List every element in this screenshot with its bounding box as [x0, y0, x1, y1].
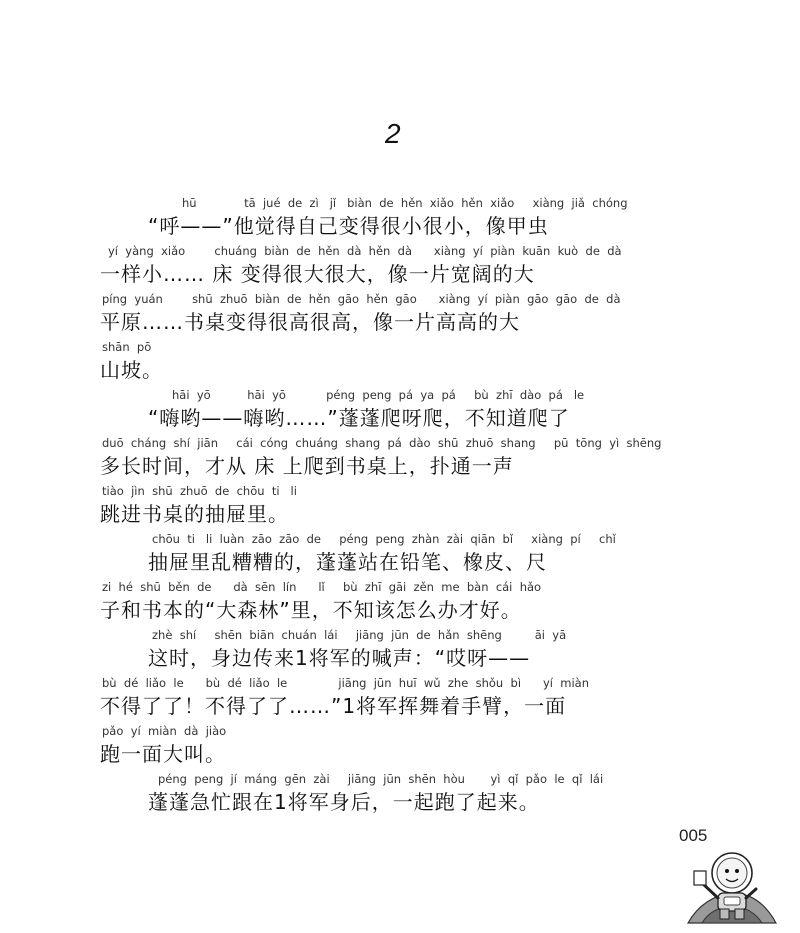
pinyin-row: péng peng jí máng gēn zài jiāng jūn shēn hòu yì qǐ pǎo le qǐ lái — [158, 772, 604, 786]
page-number: 005 — [679, 826, 708, 845]
pinyin-row: pǎo yí miàn dà jiào — [102, 724, 227, 738]
hanzi-row: “嗨哟——嗨哟……”蓬蓬爬呀爬，不知道爬了 — [148, 406, 570, 430]
hanzi-row: 一样小…… 床 变得很大很大，像一片宽阔的大 — [100, 262, 535, 286]
hanzi-row: 这时，身边传来1将军的喊声：“哎呀—— — [148, 646, 531, 670]
hanzi-row: 不得了了！不得了了……”1将军挥舞着手臂，一面 — [100, 694, 567, 718]
pinyin-row: hū tā jué de zì jǐ biàn de hěn xiǎo hěn xiǎo xiàng jiǎ chóng — [182, 196, 628, 210]
hanzi-row: 子和书本的“大森林”里，不知该怎么办才好。 — [100, 598, 522, 622]
pinyin-row: zhè shí shēn biān chuán lái jiāng jūn de hǎn shēng āi yā — [152, 628, 567, 642]
pinyin-row: yí yàng xiǎo chuáng biàn de hěn dà hěn dà xiàng yí piàn kuān kuò de dà — [108, 244, 622, 258]
pinyin-row: hāi yō hāi yō péng peng pá ya pá bù zhī dào pá le — [172, 388, 585, 402]
chapter-number: 2 — [385, 118, 401, 149]
hanzi-row: 跳进书桌的抽屉里。 — [100, 502, 289, 526]
pinyin-row: zi hé shū běn de dà sēn lín lǐ bù zhī gāi zěn me bàn cái hǎo — [102, 580, 542, 594]
hanzi-row: 蓬蓬急忙跟在1将军身后，一起跑了起来。 — [148, 790, 540, 814]
pinyin-row: píng yuán shū zhuō biàn de hěn gāo hěn gāo xiàng yí piàn gāo gāo de dà — [102, 292, 621, 306]
hanzi-row: 平原……书桌变得很高很高，像一片高高的大 — [100, 310, 520, 334]
text-line-13 — [0, 772, 800, 832]
pinyin-row: bù dé liǎo le bù dé liǎo le jiāng jūn huī wǔ zhe shǒu bì yí miàn — [102, 676, 589, 690]
hanzi-row: “呼——”他觉得自己变得很小很小，像甲虫 — [148, 214, 549, 238]
pinyin-row: shān pō — [102, 340, 152, 354]
astronaut-mascot-icon — [684, 843, 780, 925]
hanzi-row: 跑一面大叫。 — [100, 742, 226, 766]
pinyin-row: chōu ti li luàn zāo zāo de péng peng zhàn zài qiān bǐ xiàng pí chǐ — [152, 532, 616, 546]
hanzi-row: 多长时间，才从 床 上爬到书桌上，扑通一声 — [100, 454, 514, 478]
hanzi-row: 山坡。 — [100, 358, 163, 382]
pinyin-row: duō cháng shí jiān cái cóng chuáng shang pá dào shū zhuō shang pū tōng yì shēng — [102, 436, 662, 450]
pinyin-row: tiào jìn shū zhuō de chōu ti li — [102, 484, 297, 498]
hanzi-row: 抽屉里乱糟糟的，蓬蓬站在铅笔、橡皮、尺 — [148, 550, 547, 574]
